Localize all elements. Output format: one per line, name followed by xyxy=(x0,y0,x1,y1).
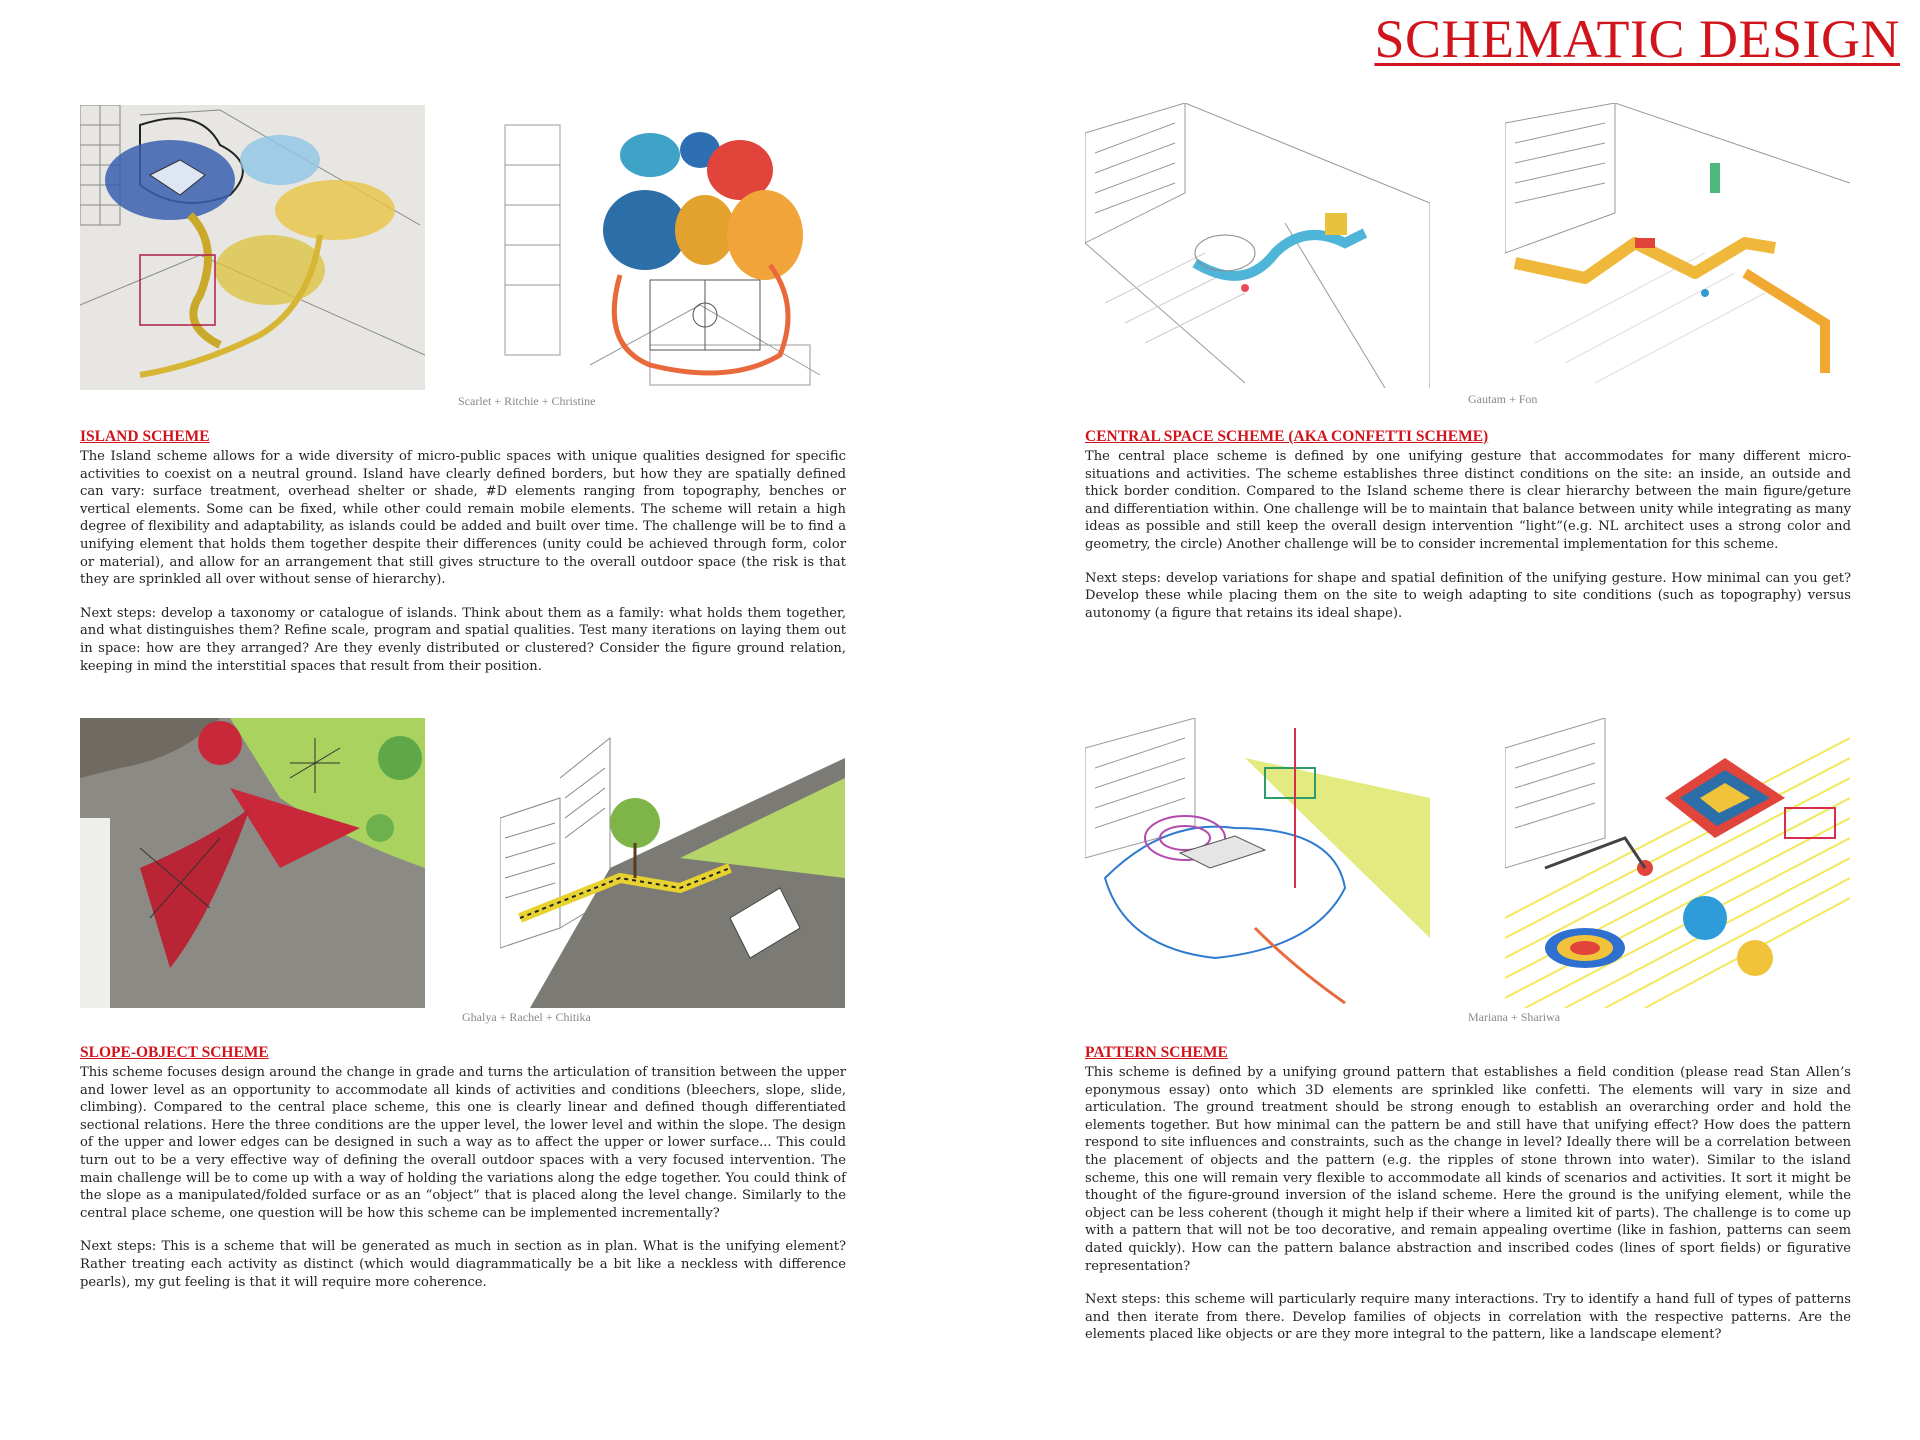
slope-object-scheme-paragraph-2: Next steps: This is a scheme that will be generated as much in section as in plan. What is the unifying element? Rather treating each activity as distinct (which would diagrammatically be a bit like a neckless with difference pearls), my gut feeling is that it will require more coherence. xyxy=(80,1239,846,1290)
slope-object-scheme-paragraph-1: This scheme focuses design around the change in grade and turns the articulation of transition between the upper and lower level as an opportunity to accommodate all kinds of activities and conditions (bleechers, slope, slide, climbing). Compared to the central place scheme, this one is clearly linear and defined though differentiated sectional relations. Here the three conditions are the upper level, the lower level and within the slope. The design of the upper and lower edges can be designed in such a way as to affect the upper or lower surface... This could turn out to be a very effective way of defining the overall outdoor spaces with a very focused intervention. The main challenge will be to come up with a way of holding the variations along the edge together. You could think of the slope as a manipulated/folded surface or as an “object” that is placed along the level change. Similarly to the central place scheme, one question will be how this scheme can be implemented incrementally? xyxy=(80,1065,846,1221)
slope-axon-drawing xyxy=(500,718,845,1008)
island-scheme-heading: ISLAND SCHEME xyxy=(80,428,210,445)
slope-plan-drawing xyxy=(80,718,425,1008)
slope-object-scheme-heading: SLOPE-OBJECT SCHEME xyxy=(80,1044,269,1061)
island-scheme-paragraph-1: The Island scheme allows for a wide diversity of micro-public spaces with unique qualities designed for specific activities to coexist on a neutral ground. Island have clearly defined borders, but how they are spatially defined can vary: surface treatment, overhead shelter or shade, #D elements ranging from topography, benches or vertical elements. Some can be fixed, while other could remain mobile elements. The scheme will retain a high degree of flexibility and adaptability, as islands could be added and built over time. The challenge will be to find a unifying element that holds them together despite their differences (unity could be achieved through form, color or material), and allow for an arrangement that still gives structure to the overall outdoor space (the risk is that they are sprinkled all over without sense of hierarchy). xyxy=(80,449,846,588)
island-credit: Scarlet + Ritchie + Christine xyxy=(458,394,596,408)
central-space-axon-2 xyxy=(1505,103,1850,388)
central-space-scheme-heading: CENTRAL SPACE SCHEME (AKA CONFETTI SCHEME) xyxy=(1085,428,1489,445)
island-color-diagram xyxy=(500,105,845,390)
central-space-credit: Gautam + Fon xyxy=(1468,392,1538,406)
central-space-scheme-section xyxy=(1085,428,1851,638)
slope-credit: Ghalya + Rachel + Chitika xyxy=(462,1010,591,1024)
pattern-axon-2 xyxy=(1505,718,1850,1008)
pattern-scheme-heading: PATTERN SCHEME xyxy=(1085,1044,1228,1061)
slope-object-scheme-section xyxy=(80,1044,846,1307)
pattern-scheme-paragraph-2: Next steps: this scheme will particularly require many interactions. Try to identify a hand full of types of patterns and then iterate from there. Develop families of objects in correlation with the respective patterns. Are the elements placed like objects or are they more integral to the pattern, like a landscape element? xyxy=(1085,1292,1851,1343)
pattern-credit: Mariana + Shariwa xyxy=(1468,1010,1561,1024)
island-plan-sketch xyxy=(80,105,425,390)
island-scheme-section xyxy=(80,428,846,691)
pattern-axon-1 xyxy=(1085,718,1430,1008)
central-space-axon-1 xyxy=(1085,103,1430,388)
central-space-scheme-paragraph-2: Next steps: develop variations for shape and spatial definition of the unifying gesture. How minimal can you get? Develop these while placing them on the site to weigh adapting to site conditions (such as topography) versus autonomy (a figure that retains its ideal shape). xyxy=(1085,570,1851,621)
island-scheme-paragraph-2: Next steps: develop a taxonomy or catalogue of islands. Think about them as a family: what holds them together, and what distinguishes them? Refine scale, program and spatial qualities. Test many iterations on laying them out in space: how are they arranged? Are they evenly distributed or clustered? Consider the figure ground relation, keeping in mind the interstitial spaces that result from their position. xyxy=(80,605,846,674)
central-space-scheme-paragraph-1: The central place scheme is defined by one unifying gesture that accommodates for many different micro-situations and activities. The scheme establishes three distinct conditions on the site: an inside, an outside and thick border condition. Compared to the Island scheme there is clear hierarchy between the main figure/geture and differentiation within. One challenge will be to maintain that balance between unity while integrating as many ideas as possible and still keep the overall design intervention “light”(e.g. NL architect uses a strong color and geometry, the circle) Another challenge will be to consider incremental implementation for this scheme. xyxy=(1085,449,1851,552)
page-title: SCHEMATIC DESIGN xyxy=(1374,9,1900,69)
pattern-scheme-paragraph-1: This scheme is defined by a unifying ground pattern that establishes a field condition (please read Stan Allen’s eponymous essay) onto which 3D elements are sprinkled like confetti. The elements will vary in size and articulation. The ground treatment should be strong enough to establish an overarching order and hold the elements together. But how minimal can the pattern be and still have that unifying effect? How does the pattern respond to site influences and constraints, such as the change in level? Ideally there will be a correlation between the placement of objects and the pattern (e.g. the ripples of stone thrown into water). Similar to the island scheme, this one will remain very flexible to accommodate all kinds of scenarios and activities. It sort it might be thought of the figure-ground inversion of the island scheme. Here the ground is the unifying element, while the object can be less coherent (though it might help if their where a limited kit of parts). The challenge is to come up with a pattern that will not be too decorative, and remain appealing overtime (like in fashion, patterns can seem dated quickly). How can the pattern balance abstraction and inscribed codes (lines of sport fields) or figurative representation? xyxy=(1085,1065,1851,1274)
pattern-scheme-section xyxy=(1085,1044,1851,1360)
